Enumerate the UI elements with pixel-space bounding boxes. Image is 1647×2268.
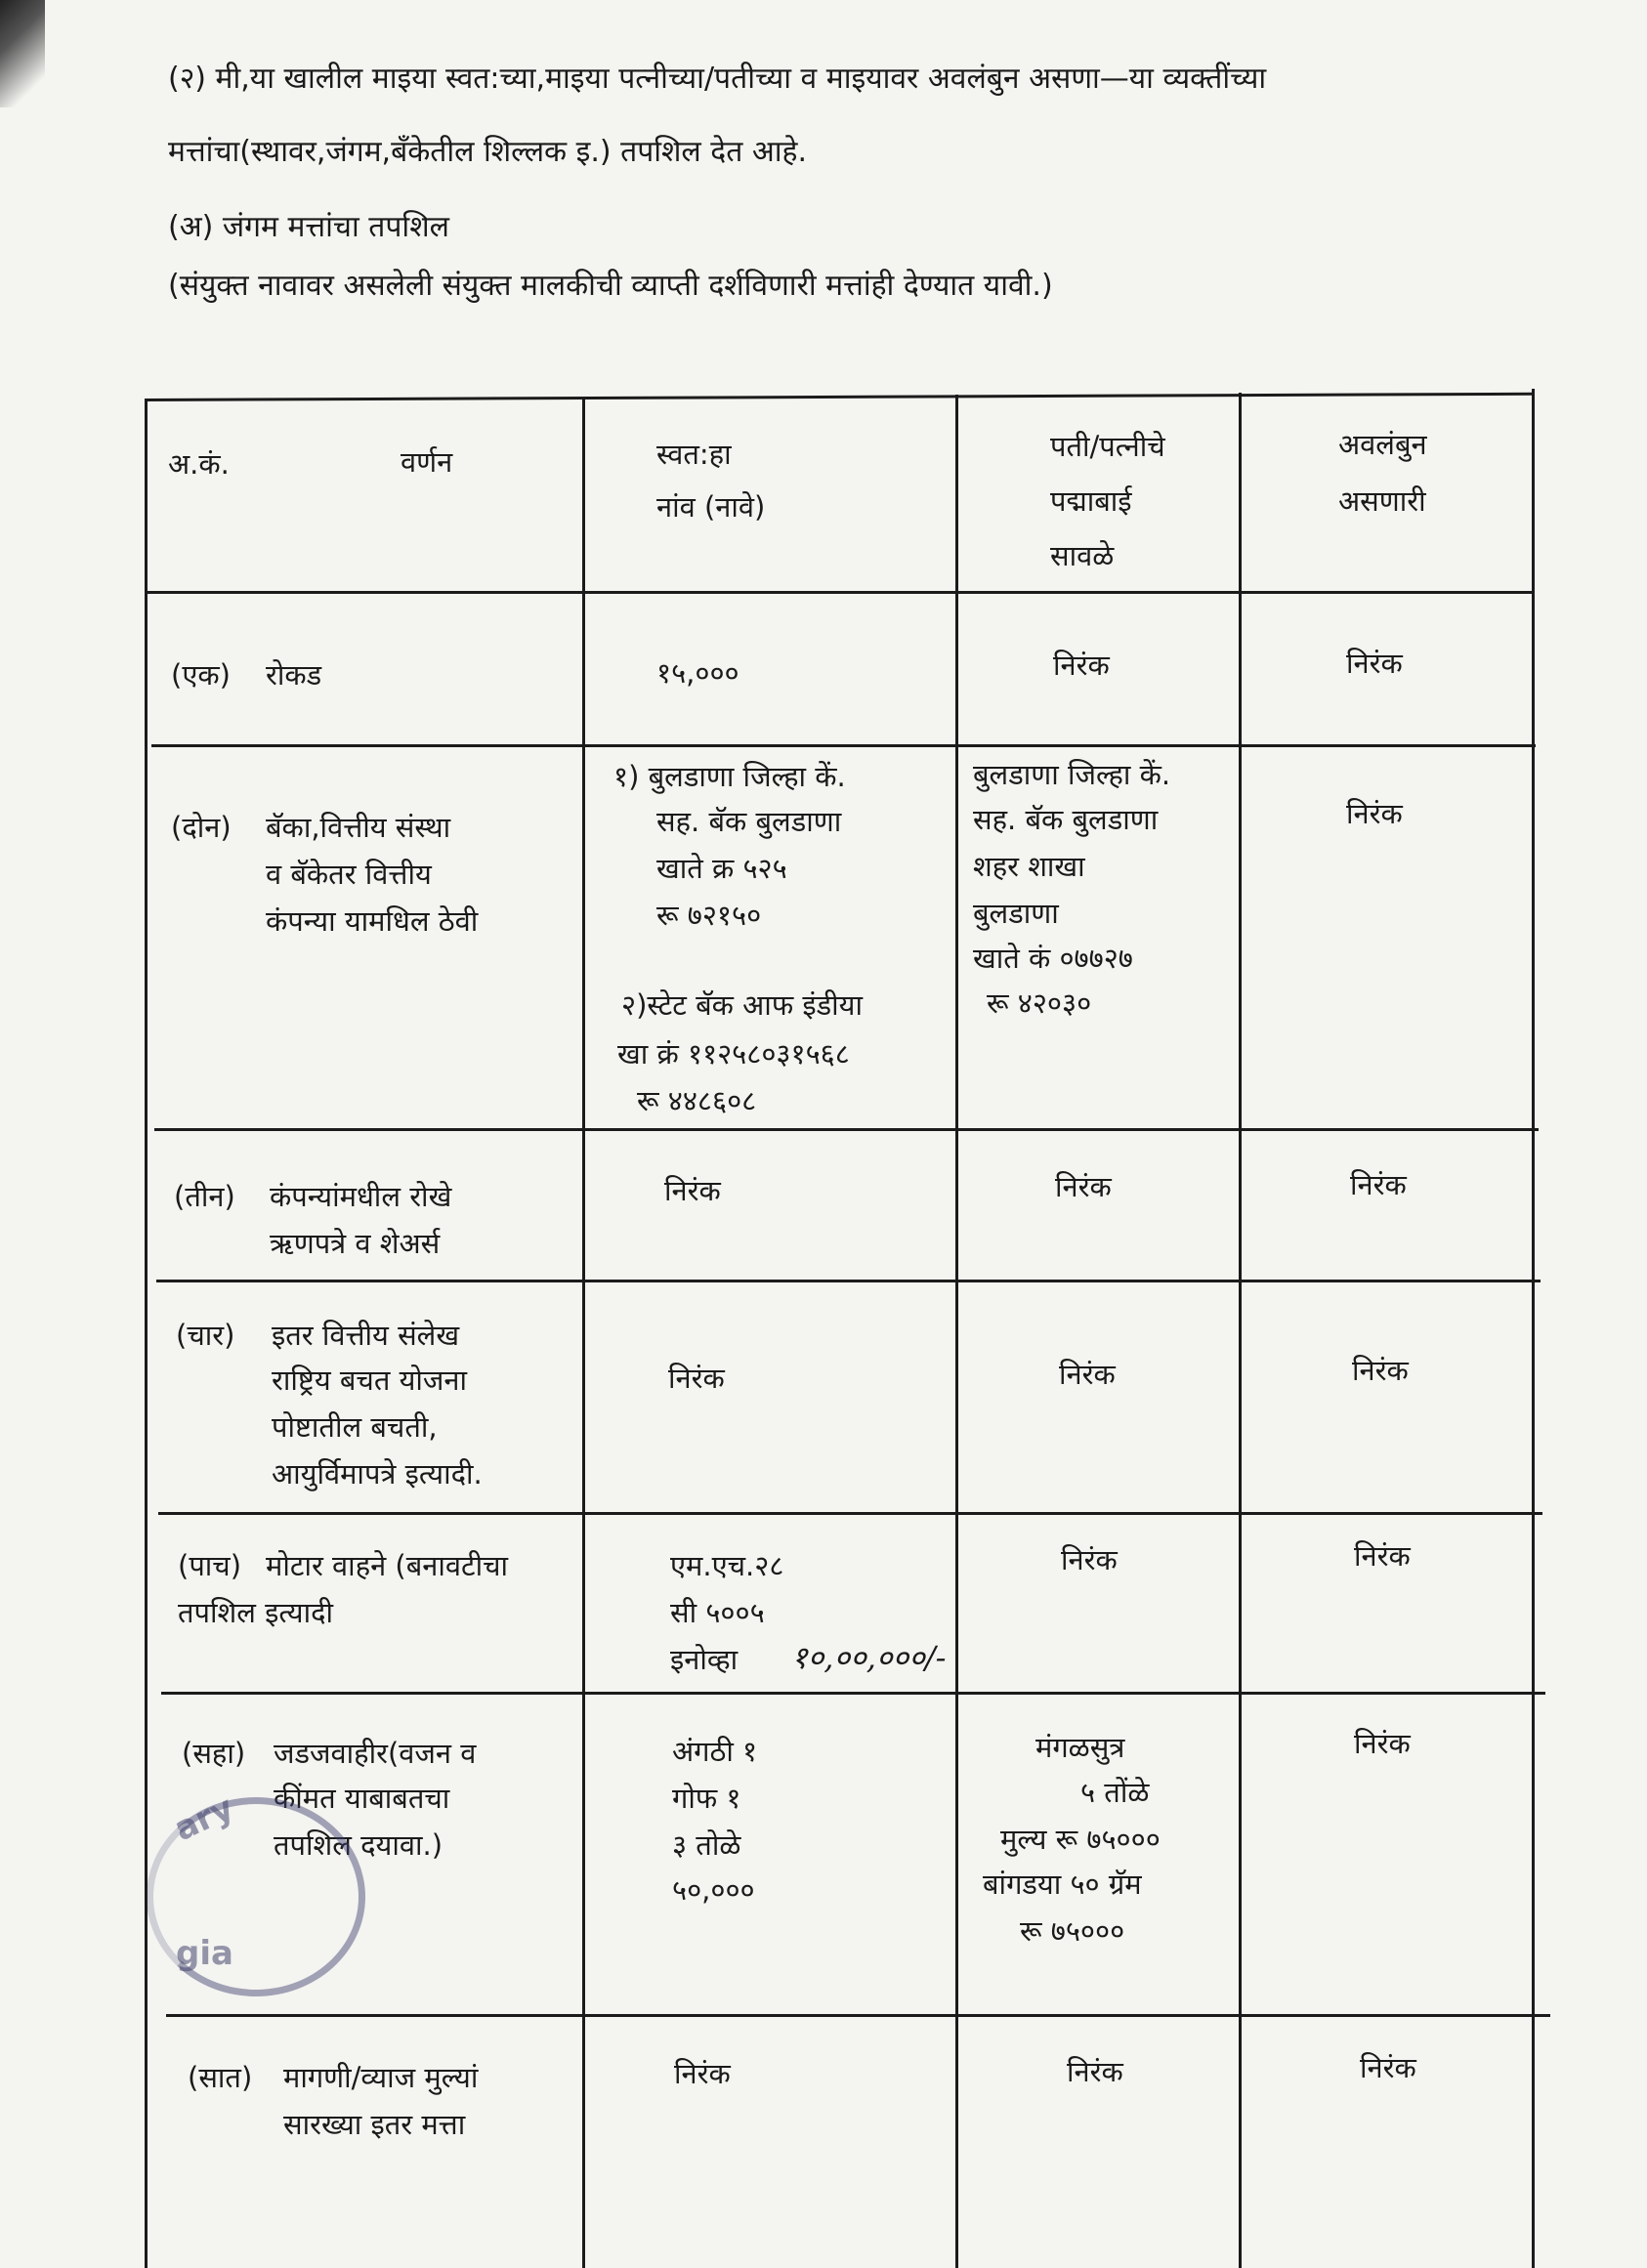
row-6-self-1: अंगठी १ (672, 1735, 758, 1768)
row-3-desc-1: कंपन्यांमधील रोखे (270, 1180, 452, 1213)
header-spouse-3: सावळे (1050, 539, 1115, 572)
row-1-self: १५,००० (656, 656, 739, 690)
row-6-desc-3: तपशिल दयावा.) (274, 1828, 443, 1862)
intro-line-1: (२) मी,या खालील माइया स्वत:च्या,माइया पत्नीच्या/पतीच्या व माइयावर अवलंबुन असणा—या व्यक्तींच्या (168, 62, 1267, 96)
row-2-serial: (दोन) (171, 811, 232, 844)
row-3-dependent: निरंक (1350, 1168, 1407, 1201)
intro-line-3: (अ) जंगम मत्तांचा तपशिल (168, 210, 449, 244)
col-border-right (1532, 389, 1535, 2268)
col-divider-3 (1239, 393, 1242, 2268)
row-divider (166, 2014, 1550, 2017)
row-4-self: निरंक (668, 1362, 725, 1395)
row-2-spouse-5: खाते कं ०७७२७ (973, 942, 1133, 975)
header-dependent-2: असणारी (1338, 484, 1426, 518)
header-spouse-1: पती/पत्नीचे (1050, 430, 1165, 463)
row-divider (151, 744, 1536, 747)
row-2-self-2: सह. बॅक बुलडाणा (656, 805, 842, 838)
col-border-left (145, 399, 148, 2268)
row-5-self-1: एम.एच.२८ (670, 1549, 784, 1582)
row-5-dependent: निरंक (1354, 1539, 1411, 1573)
row-6-self-3: ३ तोळे (672, 1828, 741, 1862)
row-2-dependent: निरंक (1346, 797, 1403, 830)
row-2-desc-1: बॅका,वित्तीय संस्था (266, 811, 451, 844)
row-2-spouse-6: रू ४२०३० (987, 987, 1092, 1020)
row-3-serial: (तीन) (174, 1180, 235, 1213)
header-spouse-2: पद्माबाई (1050, 484, 1132, 518)
col-divider-1 (582, 399, 585, 2268)
row-6-serial: (सहा) (182, 1737, 246, 1770)
row-6-self-4: ५०,००० (672, 1873, 755, 1907)
row-2-spouse-4: बुलडाणा (973, 897, 1059, 930)
row-divider (158, 1512, 1542, 1515)
header-serial: अ.कं. (168, 447, 230, 481)
row-5-self-2: सी ५००५ (670, 1596, 765, 1629)
row-3-self: निरंक (664, 1174, 721, 1207)
row-2-self-6: २)स्टेट बॅक आफ इंडीया (621, 988, 863, 1022)
row-2-spouse-3: शहर शाखा (973, 850, 1085, 883)
table-top-border (145, 393, 1534, 401)
row-4-desc-1: इतर वित्तीय संलेख (272, 1319, 460, 1352)
row-7-self: निरंक (674, 2057, 731, 2090)
row-6-self-2: गोफ १ (672, 1782, 741, 1815)
row-divider (154, 1128, 1539, 1131)
row-1-desc: रोकड (266, 658, 322, 692)
row-5-desc-1: मोटार वाहने (बनावटीचा (266, 1549, 509, 1582)
row-5-serial: (पाच) (178, 1549, 242, 1582)
stamp-text-top: ary (168, 1787, 240, 1850)
row-7-desc-1: मागणी/व्याज मुल्यां (283, 2061, 479, 2094)
row-6-desc-2: कींमत याबाबतचा (274, 1782, 450, 1815)
row-6-spouse-3: मुल्य रू ७५००० (1000, 1823, 1161, 1856)
row-6-dependent: निरंक (1354, 1727, 1411, 1760)
row-divider (147, 591, 1534, 594)
col-divider-2 (955, 395, 958, 2268)
row-6-desc-1: जडजवाहीर(वजन व (274, 1737, 477, 1770)
row-divider (156, 1280, 1541, 1282)
row-2-desc-3: कंपन्या यामधिल ठेवी (266, 904, 479, 938)
row-4-desc-3: पोष्टातील बचती, (272, 1410, 438, 1444)
header-self-1: स्वत:हा (656, 438, 732, 471)
header-description: वर्णन (401, 445, 453, 479)
row-4-desc-2: राष्ट्रिय बचत योजना (272, 1364, 468, 1397)
row-6-spouse-5: रू ७५००० (1020, 1914, 1125, 1948)
row-6-spouse-4: बांगडया ५० ग्रॅम (983, 1868, 1142, 1901)
row-5-spouse: निरंक (1061, 1543, 1118, 1576)
row-7-desc-2: सारख्या इतर मत्ता (283, 2108, 466, 2141)
row-7-serial: (सात) (188, 2061, 253, 2094)
header-self-2: नांव (नावे) (656, 490, 766, 524)
row-2-desc-2: व बॅकेतर वित्तीय (266, 858, 432, 891)
row-2-spouse-2: सह. बॅक बुलडाणा (973, 803, 1159, 836)
row-7-spouse: निरंक (1067, 2055, 1123, 2088)
row-6-spouse-1: मंगळसुत्र (1035, 1731, 1125, 1764)
row-5-desc-2: तपशिल इत्यादी (178, 1596, 334, 1629)
row-5-self-3: इनोव्हा (670, 1643, 739, 1676)
row-2-spouse-1: बुलडाणा जिल्हा कें. (973, 758, 1171, 791)
row-2-self-7: खा क्रं ११२५८०३१५६८ (617, 1037, 850, 1071)
row-6-spouse-2: ५ तोंळे (1080, 1776, 1150, 1809)
row-4-spouse: निरंक (1059, 1358, 1116, 1391)
row-2-self-3: खाते क्र ५२५ (656, 852, 787, 885)
row-2-self-8: रू ४४८६०८ (637, 1084, 757, 1117)
intro-line-4: (संयुक्त नावावर असलेली संयुक्त मालकीची व्याप्ती दर्शविणारी मत्तांही देण्यात यावी.) (168, 269, 1053, 303)
header-dependent-1: अवलंबुन (1338, 428, 1427, 461)
row-divider (161, 1692, 1545, 1695)
row-2-self-4: रू ७२१५० (656, 899, 762, 932)
row-7-dependent: निरंक (1360, 2051, 1416, 2084)
row-3-spouse: निरंक (1055, 1170, 1112, 1203)
row-2-self-1: १) बुलडाणा जिल्हा कें. (613, 760, 846, 793)
row-4-desc-4: आयुर्विमापत्रे इत्यादी. (272, 1457, 483, 1491)
row-3-desc-2: ऋणपत्रे व शेअर्स (270, 1227, 441, 1260)
row-1-serial: (एक) (171, 658, 231, 692)
row-1-dependent: निरंक (1346, 647, 1403, 680)
row-4-dependent: निरंक (1352, 1354, 1409, 1387)
stamp-text-bottom: gia (176, 1934, 233, 1973)
row-1-spouse: निरंक (1053, 649, 1110, 682)
intro-line-2: मत्तांचा(स्थावर,जंगम,बॅंकेतील शिल्लक इ.) तपशिल देत आहे. (168, 135, 808, 169)
row-5-self-amount: १०,००,०००/- (791, 1639, 947, 1676)
row-4-serial: (चार) (176, 1319, 235, 1352)
